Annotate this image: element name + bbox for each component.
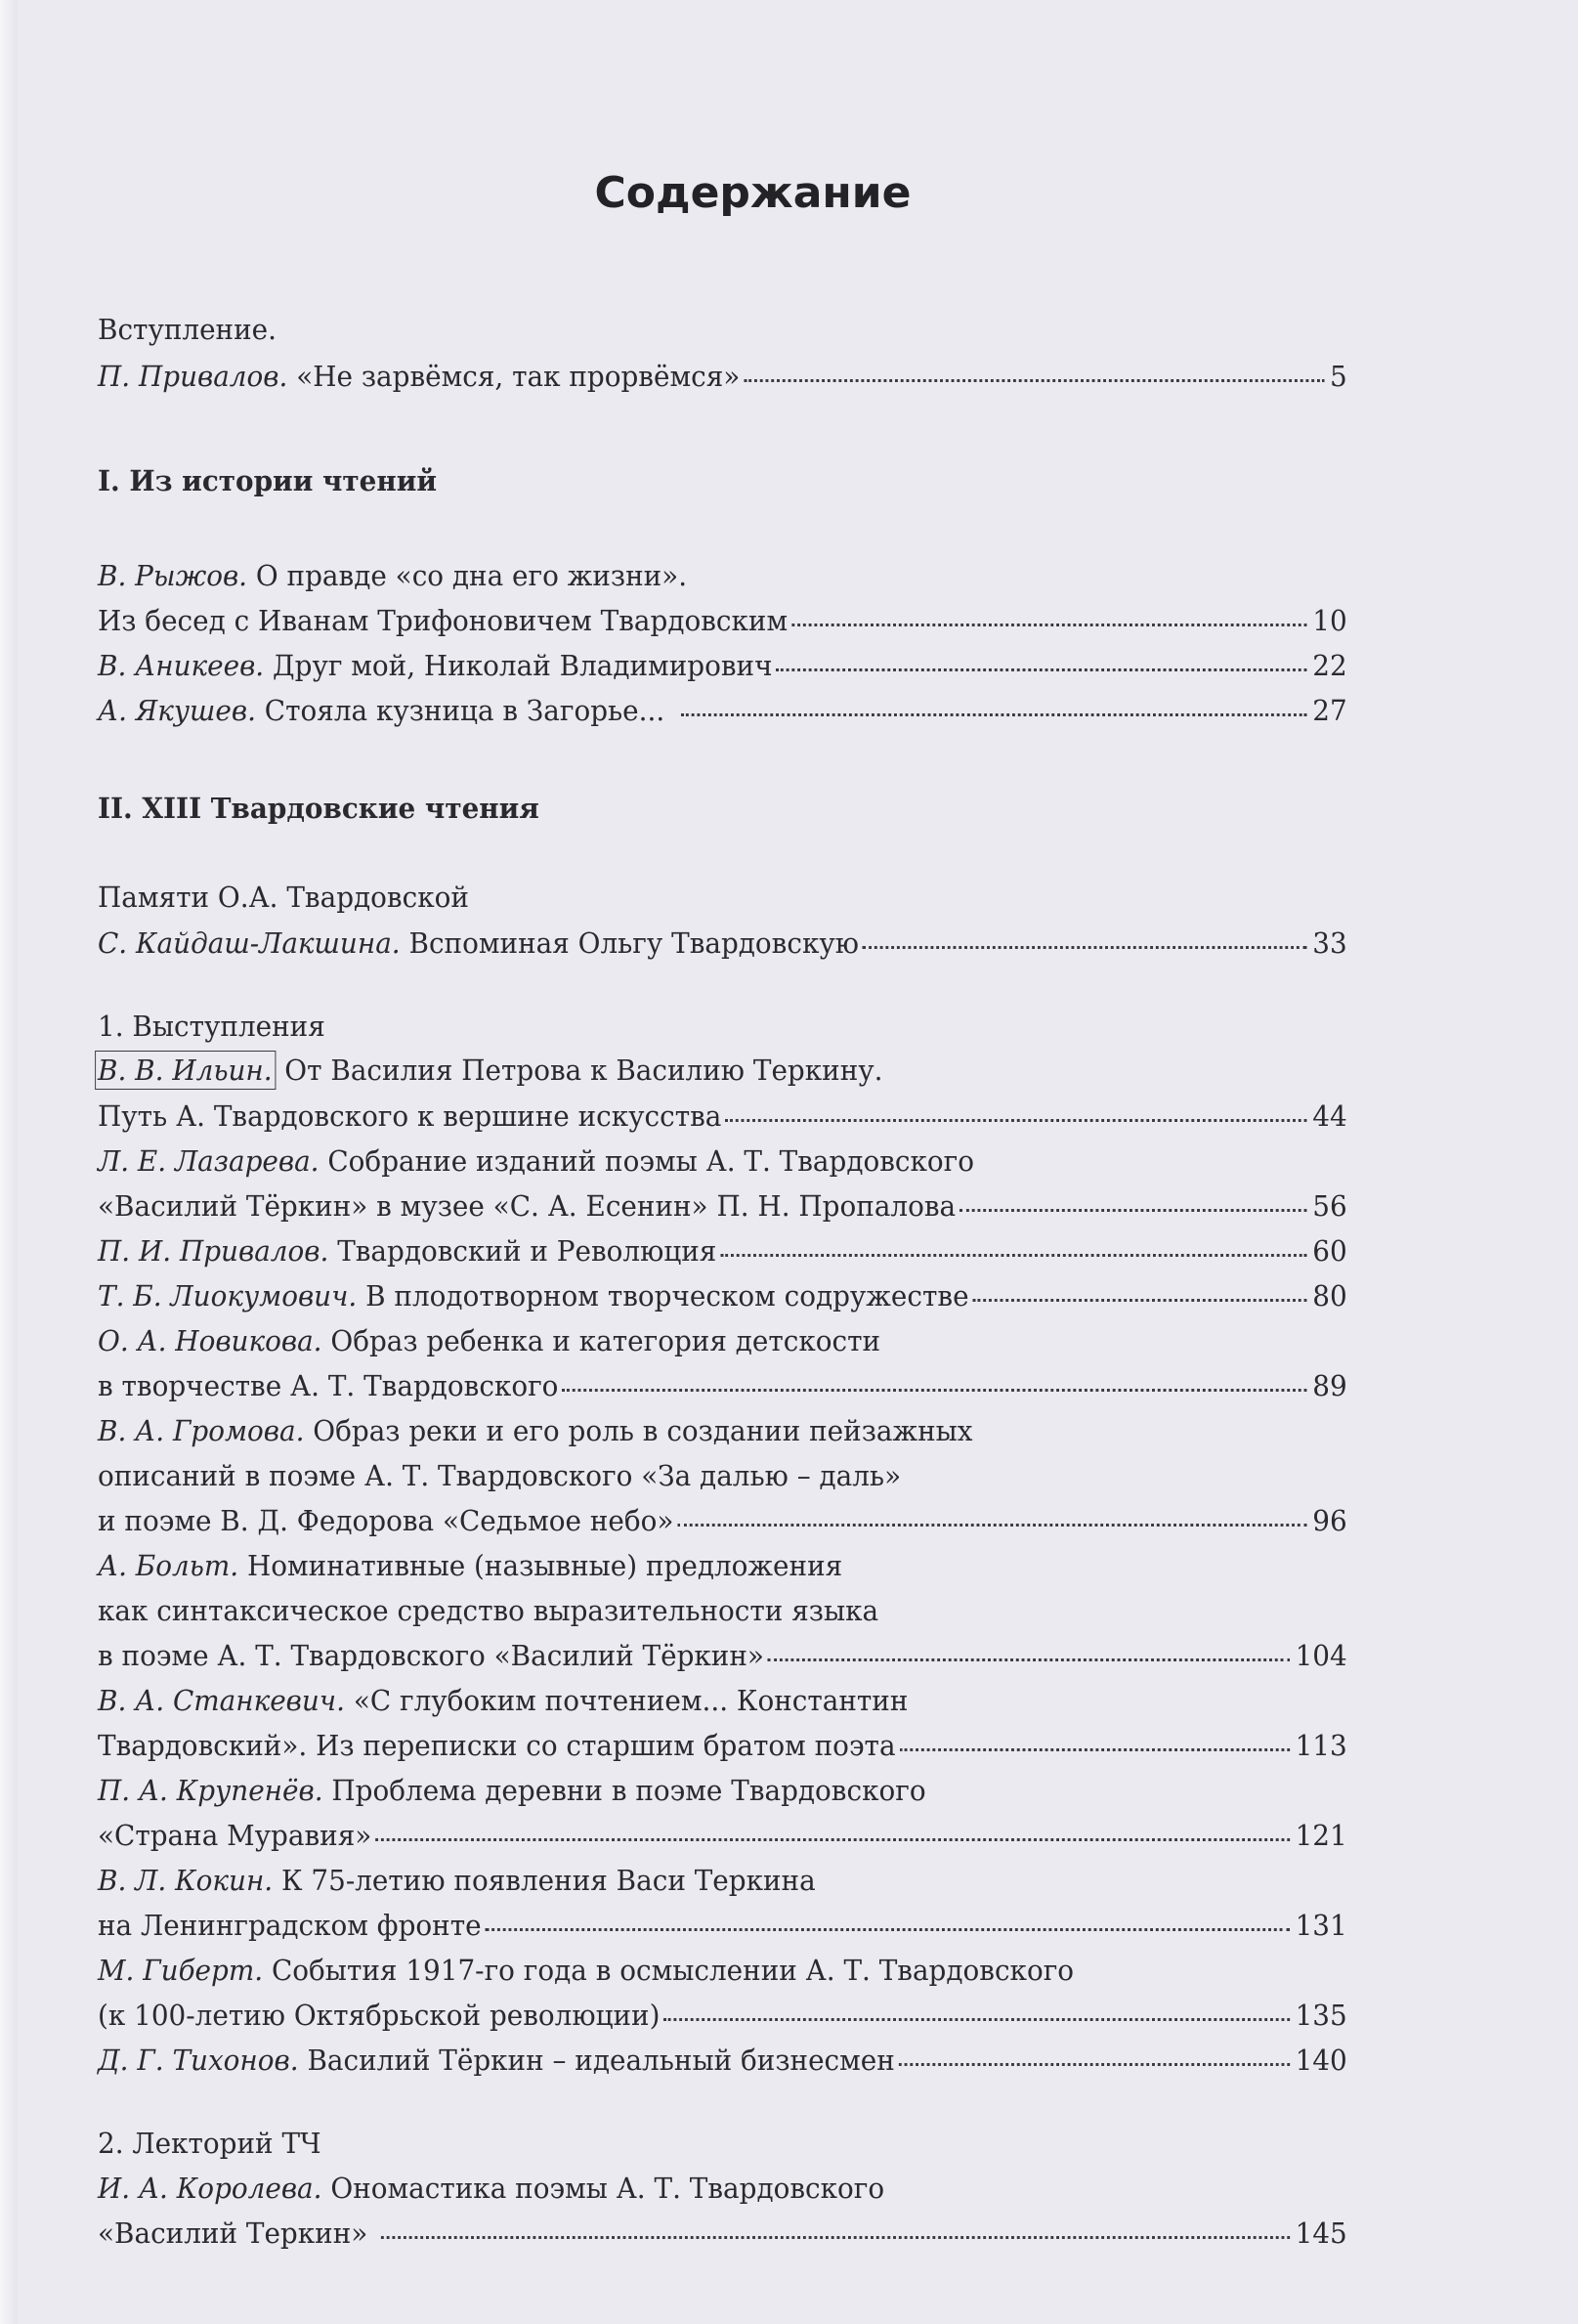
entry-title: Василий Тёркин – идеальный бизнесмен	[298, 2044, 895, 2077]
page-number: 56	[1312, 1189, 1347, 1223]
dot-leader	[681, 713, 1306, 716]
entry-title: События 1917-го года в осмыслении А. Т. Твардовского	[263, 1954, 1075, 1987]
entry-author: В. А. Станкевич.	[98, 1684, 345, 1717]
intro-label: Вступление.	[98, 313, 277, 346]
toc-entry[interactable]	[98, 1948, 1347, 1993]
entry-title-cont: и поэме В. Д. Федорова «Седьмое небо»	[98, 1504, 674, 1537]
dot-leader	[725, 1119, 1306, 1122]
entry-author: А. Якушев.	[98, 694, 256, 727]
dot-leader	[375, 1838, 1290, 1841]
dot-leader	[791, 624, 1307, 626]
toc-entry-continuation[interactable]	[98, 1453, 1347, 1498]
entry-title-cont: описаний в поэме А. Т. Твардовского «За далью – даль»	[98, 1459, 902, 1492]
entry-author: С. Кайдаш-Лакшина.	[98, 926, 401, 960]
dot-leader	[960, 1209, 1307, 1212]
toc-entry[interactable]	[98, 1858, 1347, 1903]
page-number: 121	[1295, 1819, 1347, 1852]
entry-author: А. Больт.	[98, 1549, 239, 1582]
entry-title: Проблема деревни в поэме Твардовского	[322, 1774, 926, 1807]
page-number: 33	[1312, 926, 1347, 960]
page-number: 22	[1312, 649, 1347, 682]
toc-entry[interactable]	[98, 1678, 1347, 1723]
page-number: 89	[1312, 1369, 1347, 1402]
toc-entry-continuation[interactable]	[98, 1993, 1347, 2038]
entry-author: Д. Г. Тихонов.	[98, 2044, 299, 2077]
entry-title: От Василия Петрова к Василию Теркину.	[276, 1054, 883, 1087]
entry-title: Собрание изданий поэмы А. Т. Твардовского	[319, 1144, 974, 1178]
dot-leader	[768, 1658, 1290, 1661]
toc-entry[interactable]	[98, 1408, 1347, 1453]
subsection-label: 2. Лекторий ТЧ	[98, 2127, 321, 2160]
page-number: 104	[1295, 1639, 1347, 1672]
entry-author: П. Привалов.	[98, 360, 288, 393]
dot-leader	[899, 1748, 1289, 1751]
entry-author: П. А. Крупенёв.	[98, 1774, 323, 1807]
entry-title: Твардовский и Революция	[328, 1234, 717, 1268]
toc-entry-continuation[interactable]	[98, 1723, 1347, 1768]
entry-author: В. Л. Кокин.	[98, 1864, 274, 1897]
toc-entry[interactable]	[98, 1318, 1347, 1363]
entry-title-cont: (к 100-летию Октябрьской революции)	[98, 1999, 661, 2032]
page-number: 96	[1312, 1504, 1347, 1537]
entry-title-cont: Из бесед с Иванам Трифоновичем Твардовским	[98, 604, 789, 637]
entry-title-cont: «Василий Тёркин» в музее «С. А. Есенин» П. Н. Пропалова	[98, 1189, 957, 1223]
entry-title-cont: «Страна Муравия»	[98, 1819, 372, 1852]
dot-leader	[972, 1299, 1306, 1302]
entry-title: О правде «со дна его жизни».	[247, 559, 688, 592]
entry-title: Образ ребенка и категория детскости	[321, 1324, 881, 1357]
page-number: 135	[1295, 1999, 1347, 2032]
entry-title-cont: как синтаксическое средство выразительности языка	[98, 1594, 879, 1627]
dot-leader	[744, 379, 1324, 382]
toc-entry[interactable]	[98, 354, 1347, 399]
toc-entry-continuation[interactable]	[98, 1498, 1347, 1543]
entry-title: Друг мой, Николай Владимирович	[264, 649, 773, 682]
entry-title: В плодотворном творческом содружестве	[357, 1279, 969, 1313]
page-number: 10	[1312, 604, 1347, 637]
entry-title: Номинативные (назывные) предложения	[238, 1549, 843, 1582]
page	[18, 0, 1578, 2324]
toc-entry[interactable]	[98, 1139, 1347, 1184]
toc-entry-continuation[interactable]	[98, 2211, 1347, 2256]
dot-leader	[899, 2063, 1290, 2066]
toc-entry-continuation[interactable]	[98, 1363, 1347, 1408]
subsection-label: Памяти О.А. Твардовской	[98, 881, 469, 914]
toc-entry-continuation[interactable]	[98, 1903, 1347, 1948]
entry-author: М. Гиберт.	[98, 1954, 264, 1987]
toc-entry[interactable]	[98, 643, 1347, 688]
entry-author: В. Рыжов.	[98, 559, 248, 592]
entry-title-cont: на Ленинградском фронте	[98, 1909, 482, 1942]
toc-entry[interactable]	[98, 2038, 1347, 2083]
section-heading: I. Из истории чтений	[98, 464, 438, 497]
page-number: 5	[1330, 360, 1347, 393]
page-number: 140	[1295, 2044, 1347, 2077]
entry-title-cont: Путь А. Твардовского к вершине искусства	[98, 1099, 722, 1133]
entry-author-highlighted: В. В. Ильин.	[95, 1051, 276, 1090]
toc-entry-continuation[interactable]	[98, 1633, 1347, 1678]
entry-title: «С глубоким почтением... Константин	[344, 1684, 909, 1717]
dot-leader	[663, 2018, 1289, 2021]
toc-entry[interactable]	[98, 921, 1347, 966]
dot-leader	[720, 1254, 1306, 1257]
toc-entry-continuation[interactable]	[98, 1184, 1347, 1228]
dot-leader	[863, 946, 1307, 949]
section-heading: II. XIII Твардовские чтения	[98, 792, 539, 825]
entry-title-cont: «Василий Теркин»	[98, 2216, 368, 2250]
page-title: Содержание	[594, 168, 912, 218]
toc-entry-continuation[interactable]	[98, 1094, 1347, 1139]
entry-title-cont: в поэме А. Т. Твардовского «Василий Тёркин»	[98, 1639, 764, 1672]
entry-author: О. А. Новикова.	[98, 1324, 322, 1357]
toc-entry[interactable]	[98, 1273, 1347, 1318]
entry-title: Вспоминая Ольгу Твардовскую	[400, 926, 859, 960]
entry-author: В. А. Громова.	[98, 1414, 305, 1447]
dot-leader	[485, 1928, 1289, 1931]
entry-author: В. Аникеев.	[98, 649, 265, 682]
subsection-label: 1. Выступления	[98, 1010, 325, 1043]
entry-title-cont: в творчестве А. Т. Твардовского	[98, 1369, 559, 1402]
page-edge-shadow	[0, 0, 18, 2324]
entry-author: Л. Е. Лазарева.	[98, 1144, 320, 1178]
page-number: 145	[1295, 2216, 1347, 2250]
page-number: 80	[1312, 1279, 1347, 1313]
entry-title-cont: Твардовский». Из переписки со старшим братом поэта	[98, 1729, 896, 1762]
page-number: 113	[1295, 1729, 1347, 1762]
entry-title: Ономастика поэмы А. Т. Твардовского	[321, 2172, 885, 2205]
dot-leader	[381, 2236, 1290, 2239]
toc-entry[interactable]	[98, 1048, 1347, 1093]
toc-entry-continuation[interactable]	[98, 1588, 1347, 1633]
entry-author: И. А. Королева.	[98, 2172, 322, 2205]
page-number: 131	[1295, 1909, 1347, 1942]
toc-entry[interactable]	[98, 1768, 1347, 1813]
dot-leader	[677, 1524, 1306, 1527]
page-number: 27	[1312, 694, 1347, 727]
entry-title: «Не зарвёмся, так прорвёмся»	[287, 360, 741, 393]
toc-entry[interactable]	[98, 1543, 1347, 1588]
toc-entry[interactable]	[98, 553, 1347, 598]
toc-entry[interactable]	[98, 1228, 1347, 1273]
entry-author: П. И. Привалов.	[98, 1234, 329, 1268]
toc-entry[interactable]	[98, 688, 1347, 733]
toc-entry[interactable]	[98, 2166, 1347, 2211]
dot-leader	[562, 1389, 1306, 1392]
entry-title: К 75-летию появления Васи Теркина	[273, 1864, 816, 1897]
dot-leader	[776, 668, 1306, 671]
entry-author: Т. Б. Лиокумович.	[98, 1279, 358, 1313]
toc-entry-continuation[interactable]	[98, 598, 1347, 643]
entry-title: Стояла кузница в Загорье...	[255, 694, 665, 727]
page-number: 60	[1312, 1234, 1347, 1268]
entry-title: Образ реки и его роль в создании пейзажных	[304, 1414, 973, 1447]
page-number: 44	[1312, 1099, 1347, 1133]
toc-entry-continuation[interactable]	[98, 1813, 1347, 1858]
